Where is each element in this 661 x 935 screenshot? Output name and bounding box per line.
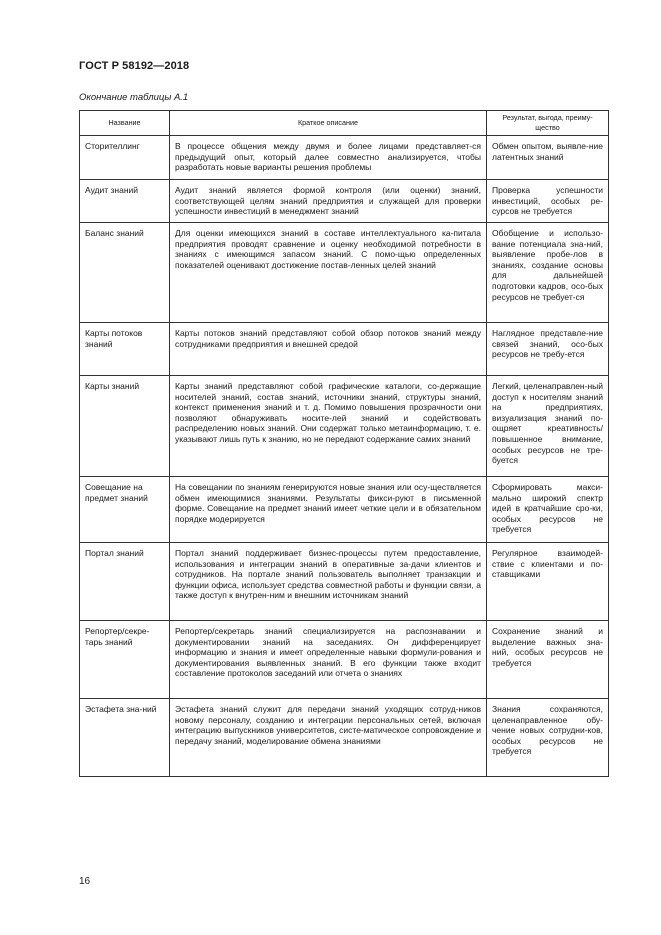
row-name: Сторителлинг <box>80 136 170 180</box>
row-name: Карты знаний <box>80 376 170 477</box>
table-row <box>80 543 609 621</box>
row-result: Сформировать макси-мально широкий спектр идей в кратчайшие сро-ки, особых ресурсов не требуется <box>487 477 609 543</box>
row-name: Портал знаний <box>80 543 170 621</box>
row-result: Легкий, целенаправлен-ный доступ к носителям знаний на предприятиях, визуализация знаний по-ощряет креативность/ повышенное внимание, особых ресурсов не тре-буется <box>487 376 609 477</box>
row-name: Репортер/секре-тарь знаний <box>80 621 170 699</box>
row-name: Эстафета зна-ний <box>80 699 170 777</box>
table-row <box>80 136 609 180</box>
row-description: На совещании по знаниям генерируются новые знания или осу-ществляется обмен имеющимися знаниями. Результаты фикси-руют в письменной форме. Совещание на предмет знаний имеет четкие цели и в обязательном порядке модерируется <box>170 477 487 543</box>
table-row <box>80 323 609 376</box>
table-row <box>80 223 609 323</box>
header-name: Название <box>80 111 170 136</box>
row-description: В процессе общения между двумя и более лицами представляет-ся предыдущий опыт, который далее совместно анализируется, чтобы разработать новые варианты решения проблемы <box>170 136 487 180</box>
row-description: Аудит знаний является формой контроля (или оценки) знаний, соответствующей целям знаний предприятия и служащей для проверки успешности инвестиций в менеджмент знаний <box>170 180 487 223</box>
header-description: Краткое описание <box>170 111 487 136</box>
table-row <box>80 699 609 777</box>
table-row <box>80 477 609 543</box>
row-result: Проверка успешности инвестиций, особых ре-сурсов не требуется <box>487 180 609 223</box>
table-caption: Окончание таблицы А.1 <box>79 92 189 103</box>
row-description: Карты потоков знаний представляют собой обзор потоков знаний между сотрудниками предприятия и внешней средой <box>170 323 487 376</box>
table-header-row <box>80 111 609 136</box>
document-code: ГОСТ Р 58192—2018 <box>79 60 190 72</box>
row-name: Аудит знаний <box>80 180 170 223</box>
table-row <box>80 376 609 477</box>
row-name: Карты потоков знаний <box>80 323 170 376</box>
knowledge-methods-table <box>79 110 609 777</box>
row-result: Регулярное взаимодей-ствие с клиентами и по-ставщиками <box>487 543 609 621</box>
row-description: Для оценки имеющихся знаний в составе интеллектуального ка-питала предприятия проводят сравнение и оценку необходимой потребности в знаниях с имеющимся запасом знаний. С помо-щью определенных показателей оценивают достижение постав-ленных целей знаний <box>170 223 487 323</box>
header-result: Результат, выгода, преиму-щество <box>487 111 609 136</box>
row-name: Совещание на предмет знаний <box>80 477 170 543</box>
row-name: Баланс знаний <box>80 223 170 323</box>
row-description: Репортер/секретарь знаний специализируется на распознавании и документировании знаний на заседаниях. Он дифференцирует информацию и знания и имеет определенные навыки формули-рования и документирования выявленных знаний. В его функции также входит составление протоколов заседаний или отчета о знаниях <box>170 621 487 699</box>
row-result: Обобщение и использо-вание потенциала зна-ний, выявление пробе-лов в знаниях, создание основы для дальнейшей подготовки кадров, осо-бых ресурсов не требует-ся <box>487 223 609 323</box>
row-description: Портал знаний поддерживает бизнес-процессы путем предоставление, использования и интеграции знаний в оперативные за-дачи клиентов и сотрудников. На портале знаний пользователь выполняет транзакции и функции офиса, использует средства совместной работы и функции связи, а также доступ к внутрен-ним и внешним источникам знаний <box>170 543 487 621</box>
page-number: 16 <box>79 876 91 887</box>
row-description: Эстафета знаний служит для передачи знаний уходящих сотруд-ников новому персоналу, созданию и интеграции персональных сетей, включая интеграцию выпускников университетов, систе-матическое сопровождение и передачу знаний, моделирование обмена знаниями <box>170 699 487 777</box>
table-row <box>80 180 609 223</box>
row-result: Обмен опытом, выявле-ние латентных знаний <box>487 136 609 180</box>
row-result: Знания сохраняются, целенаправленное обу-чение новых сотрудни-ков, особых ресурсов не требуется <box>487 699 609 777</box>
table-row <box>80 621 609 699</box>
row-result: Наглядное представле-ние связей знаний, осо-бых ресурсов не требу-ется <box>487 323 609 376</box>
row-result: Сохранение знаний и выделение важных зна-ний, особых ресурсов не требуется <box>487 621 609 699</box>
row-description: Карты знаний представляют собой графические каталоги, со-держащие носителей знаний, состав знаний, источники знаний, структуры знаний, контекст применения знаний и т. д. Помимо повышения прозрачности они позволяют обнаруживать носите-лей знаний и содействовать распределению новых знаний. Они содержат только метаинформацию, т. е. указывают лишь путь к знанию, но не передают содержание самих знаний <box>170 376 487 477</box>
